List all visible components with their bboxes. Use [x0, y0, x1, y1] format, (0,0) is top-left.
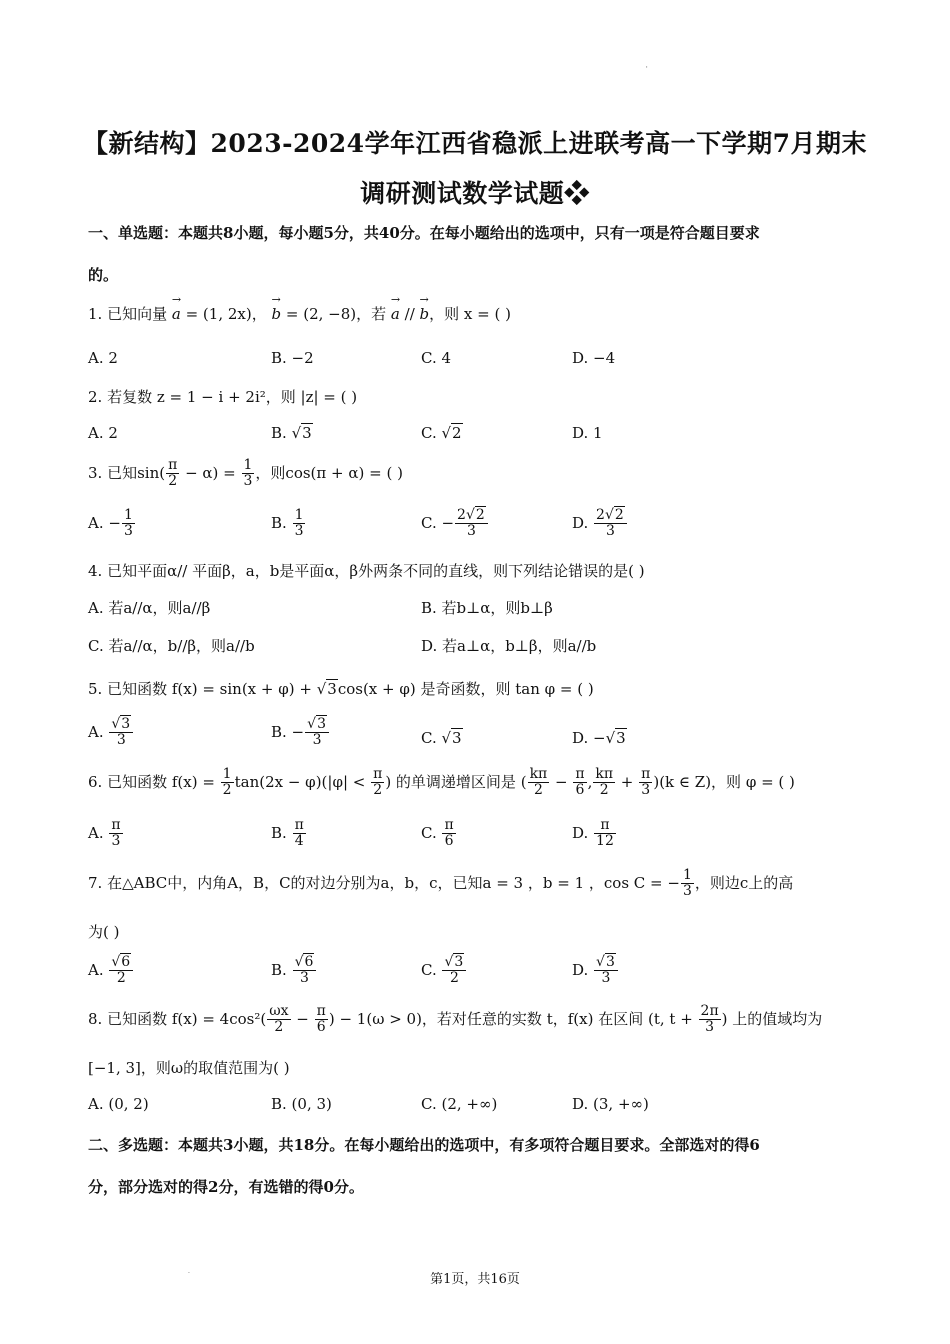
q7-option-a[interactable]: A. $\frac{√6}{2}$	[88, 955, 134, 987]
scan-dot: '	[646, 66, 648, 73]
q1-option-a[interactable]: A. 2	[88, 349, 118, 367]
q5-option-a[interactable]: A. $\frac{√3}{3}$	[88, 717, 134, 749]
question-2: 2. 若复数 z = 1 − i + 2i²，则 |z| = ( )	[88, 388, 358, 406]
question-5: 5. 已知函数 f(x) = sin(x + φ) + √3cos(x + φ) 是奇函数，则 tan φ = ( )	[88, 680, 594, 698]
vector-a: → a	[172, 305, 181, 323]
q8-option-b[interactable]: B. (0, 3)	[271, 1095, 332, 1113]
q3-option-d[interactable]: D. $\frac{2√2}{3}$	[572, 508, 628, 540]
q4-option-d[interactable]: D. 若a⊥α，b⊥β，则a//b	[421, 637, 597, 655]
q3-option-c[interactable]: C. − $\frac{2√2}{3}$	[421, 508, 489, 540]
q1-option-d[interactable]: D. −4	[572, 349, 616, 367]
q1-option-c[interactable]: C. 4	[421, 349, 452, 367]
q1-option-b[interactable]: B. −2	[271, 349, 314, 367]
question-1: 1. 已知向量 → a = (1, 2x)， → b = (2, −8)，若 → a // → b，则 x = ( )	[88, 303, 511, 324]
q8-option-a[interactable]: A. (0, 2)	[88, 1095, 149, 1113]
question-8: 8. 已知函数 f(x) = 4cos²( $\frac{\omega x}{2}$ − $\frac{\pi}{6}$ ) − 1(ω > 0)，若对任意的实数 t，f(x) 在区间 (t, t + $\frac{2\pi}{3}$ ) 上的值域均为	[88, 1003, 823, 1036]
q3-option-a[interactable]: A. − $\frac{1}{3}$	[88, 507, 133, 540]
q6-option-a[interactable]: A. $\frac{\pi}{3}$	[88, 817, 121, 850]
section-2-line-2: 分，部分选对的得2分，有选错的得0分。	[88, 1178, 364, 1196]
question-3: 3. 已知sin( $\frac{\pi}{2}$ − α) = $\frac{1}{3}$ ，则cos(π + α) = ( )	[88, 457, 403, 490]
q5-option-c[interactable]: C. √3	[421, 729, 462, 747]
question-4: 4. 已知平面α// 平面β，a，b是平面α，β外两条不同的直线，则下列结论错误的是( )	[88, 562, 645, 580]
q6-option-c[interactable]: C. $\frac{\pi}{6}$	[421, 817, 454, 850]
title-line-1: 【新结构】2023-2024学年江西省稳派上进联考高一下学期7月期末	[83, 129, 867, 158]
section-1-instructions	[88, 212, 868, 296]
page-footer: 第1页，共16页	[430, 1272, 520, 1287]
q7-option-c[interactable]: C. $\frac{√3}{2}$	[421, 955, 467, 987]
section-1-line-1: 一、单选题：本题共8小题，每小题5分，共40分。在每小题给出的选项中，只有一项是符合题目要求	[88, 224, 760, 242]
scan-dot: .	[188, 1268, 190, 1275]
q2-option-d[interactable]: D. 1	[572, 424, 603, 442]
q7-option-b[interactable]: B. $\frac{√6}{3}$	[271, 955, 317, 987]
question-6: 6. 已知函数 f(x) = $\frac{1}{2}$ tan(2x − φ)(|φ| < $\frac{\pi}{2}$ ) 的单调递增区间是 ( $\frac{k\pi}{2}$ − $\frac{\pi}{6}$ , $\frac{k\pi}{2}$ + $\frac{\pi}{3}$ )(k ∈ Z)，则 φ = ( )	[88, 766, 795, 799]
question-8-line-2: [−1, 3]，则ω的取值范围为( )	[88, 1059, 290, 1077]
q7-option-d[interactable]: D. $\frac{√3}{3}$	[572, 955, 619, 987]
title-line-2: 调研测试数学试题❖	[360, 179, 590, 208]
q4-option-a[interactable]: A. 若a//α，则a//β	[88, 599, 211, 617]
q2-option-a[interactable]: A. 2	[88, 424, 118, 442]
question-7: 7. 在△ABC中，内角A，B，C的对边分别为a，b，c，已知a = 3 ，b = 1 ，cos C = − $\frac{1}{3}$ ，则边c上的高	[88, 867, 794, 900]
section-2-instructions	[88, 1124, 868, 1208]
section-1-line-2: 的。	[88, 266, 119, 284]
q6-option-b[interactable]: B. $\frac{\pi}{4}$	[271, 817, 304, 850]
q6-option-d[interactable]: D. $\frac{\pi}{12}$	[572, 817, 614, 850]
q5-option-d[interactable]: D. −√3	[572, 729, 626, 747]
q2-option-b[interactable]: B. √3	[271, 424, 312, 442]
q4-option-c[interactable]: C. 若a//α，b//β，则a//b	[88, 637, 255, 655]
q8-option-c[interactable]: C. (2, +∞)	[421, 1095, 498, 1113]
vector-b: → b	[272, 305, 282, 323]
q4-option-b[interactable]: B. 若b⊥α，则b⊥β	[421, 599, 553, 617]
section-2-line-1: 二、多选题：本题共3小题，共18分。在每小题给出的选项中，有多项符合题目要求。全部选对的得6	[88, 1136, 760, 1154]
q2-option-c[interactable]: C. √2	[421, 424, 462, 442]
q5-option-b[interactable]: B. − $\frac{√3}{3}$	[271, 717, 330, 749]
q3-option-b[interactable]: B. $\frac{1}{3}$	[271, 507, 304, 540]
q8-option-d[interactable]: D. (3, +∞)	[572, 1095, 649, 1113]
question-7-line-2: 为( )	[88, 923, 120, 941]
